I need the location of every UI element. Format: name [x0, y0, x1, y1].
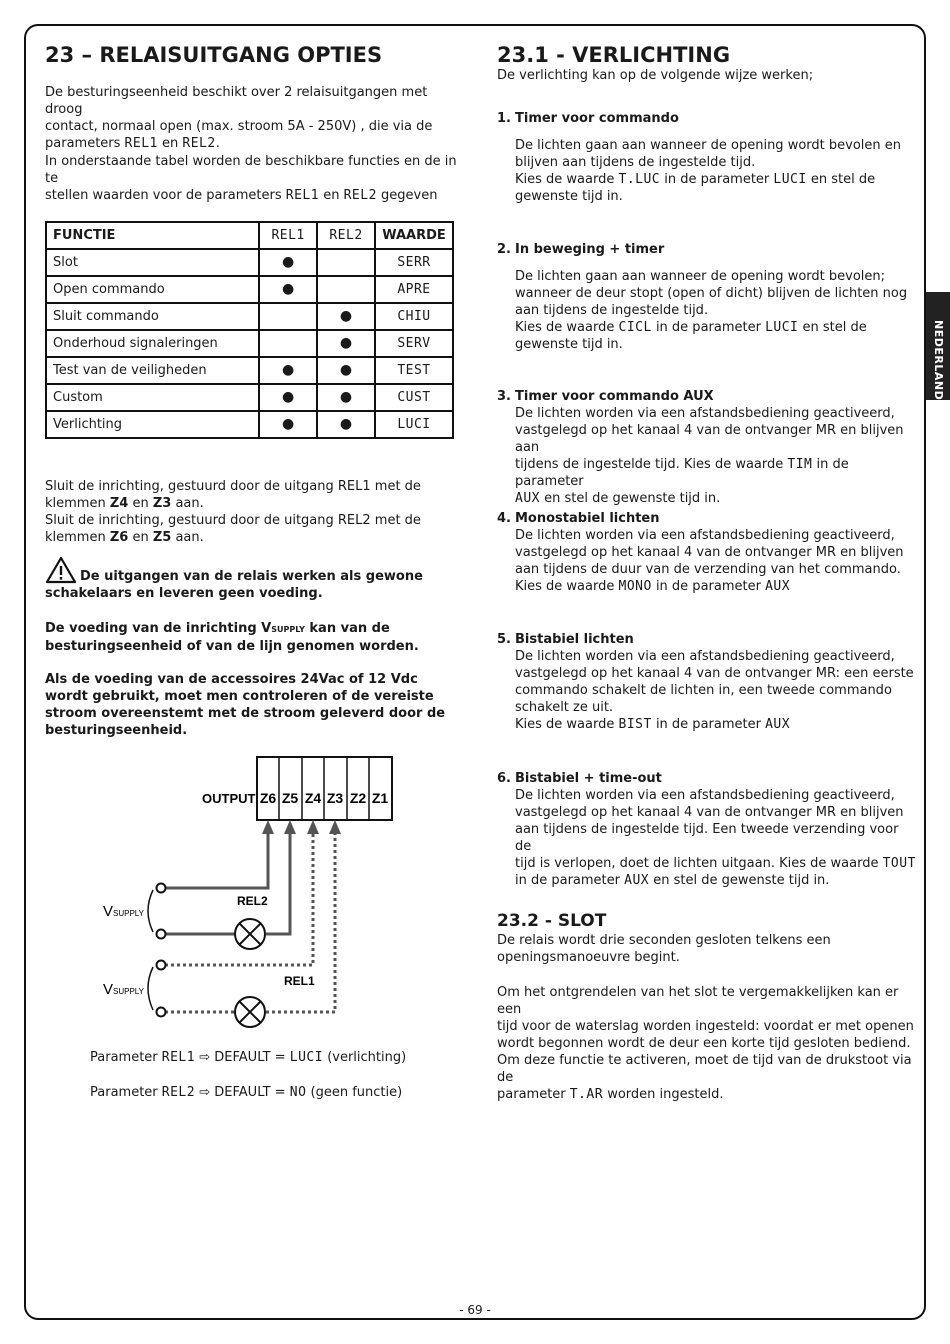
terminal-label: Z2 — [349, 790, 367, 806]
list-item — [497, 770, 917, 889]
header-functie: FUNCTIE — [46, 222, 259, 249]
text-line: Sluit de inrichting, gestuurd door de uitgang REL1 met de — [45, 479, 421, 494]
text-span: in de parameter — [651, 579, 766, 594]
text-span: klemmen — [45, 530, 110, 545]
arrow-right-icon: ⇨ — [199, 1050, 211, 1065]
text-line: stroom overeenstemt met de stroom geleverd door de — [45, 706, 446, 721]
subsection-intro: De verlichting kan op de volgende wijze werken; — [497, 68, 814, 83]
list-item-body — [497, 648, 917, 733]
text-line: openingsmanoeuvre begint. — [497, 950, 680, 965]
list-item-body — [497, 137, 917, 205]
list-title: Timer voor commando — [515, 111, 679, 126]
list-item-title — [497, 388, 917, 405]
param-value: LUCI — [289, 1050, 324, 1065]
terminal-z6: Z6 — [109, 530, 129, 545]
text-line: vastgelegd op het kanaal 4 van de ontvanger MR en blijven — [515, 805, 904, 820]
text-span: DEFAULT = — [210, 1085, 290, 1100]
arrow-icon — [262, 820, 274, 834]
param-value: TOUT — [882, 856, 916, 871]
wiring-diagram — [95, 750, 425, 1040]
cell-func: Onderhoud signaleringen — [46, 330, 259, 357]
text-line: wordt begonnen wordt de deur een korte tijd gesloten bediend. — [497, 1036, 911, 1051]
list-item-body — [497, 787, 917, 889]
list-item-body — [497, 405, 917, 507]
param-default-rel1 — [90, 1049, 470, 1066]
param-value: MONO — [618, 579, 652, 594]
terminal-dot — [157, 884, 166, 893]
table-row — [46, 411, 453, 438]
language-tab — [926, 292, 950, 409]
slot-title: 23.2 - SLOT — [497, 911, 607, 931]
text-line: De lichten gaan aan wanneer de opening wordt bevolen; — [515, 269, 885, 284]
terminal-z5: Z5 — [152, 530, 172, 545]
list-num: 1. — [497, 111, 511, 126]
text-span: parameters — [45, 136, 125, 151]
text-span: en — [128, 496, 153, 511]
text-span: en — [319, 188, 344, 203]
cell-func: Slot — [46, 249, 259, 276]
terminal-z4: Z4 — [109, 496, 129, 511]
accessories-note — [45, 671, 465, 739]
cell-rel2: ● — [317, 357, 375, 384]
param-name: LUCI — [773, 172, 807, 187]
list-item-body — [497, 527, 917, 595]
text-line: vastgelegd op het kanaal 4 van de ontvanger MR en blijven aan — [515, 423, 904, 455]
text-span: aan. — [171, 530, 204, 545]
text-line — [515, 855, 917, 872]
text-line: wordt gebruikt, moet men controleren of de vereiste — [45, 689, 434, 704]
text-line: schakelaars en leveren geen voeding. — [45, 586, 323, 601]
output-label: OUTPUT — [202, 791, 256, 806]
text-span: Parameter — [90, 1050, 162, 1065]
text-span: en — [157, 136, 183, 151]
intro-paragraph-1 — [45, 84, 465, 152]
text-line — [45, 495, 465, 512]
text-line: aan tijdens de ingestelde tijd. Een tweede verzending voor de — [515, 822, 899, 854]
table-row — [46, 249, 453, 276]
arrow-right-icon: ⇨ — [199, 1085, 211, 1100]
list-title: Bistabiel lichten — [515, 632, 634, 647]
list-num: 2. — [497, 242, 511, 257]
terminal-label: Z4 — [304, 790, 322, 806]
text-span: klemmen — [45, 496, 110, 511]
list-num: 6. — [497, 771, 511, 786]
text-span: en stel de gewenste tijd in. — [649, 873, 830, 888]
cell-val: APRE — [375, 276, 453, 303]
text-span: Kies de waarde — [515, 320, 619, 335]
list-item — [497, 110, 917, 205]
rel2-label: REL2 — [237, 894, 268, 908]
vsupply-label: VSUPPLY — [103, 903, 144, 920]
rel2-wire — [266, 832, 290, 934]
terminal-label: Z1 — [371, 790, 389, 806]
text-line: gewenste tijd in. — [515, 189, 623, 204]
list-item-title — [497, 110, 917, 127]
text-span: en stel de gewenste tijd in. — [539, 491, 721, 506]
text-span: DEFAULT = — [210, 1050, 290, 1065]
text-line — [515, 578, 917, 595]
text-line: De lichten worden via een afstandsbediening geactiveerd, — [515, 788, 895, 803]
subsection-title: 23.1 - VERLICHTING — [497, 43, 731, 67]
header-rel1: REL1 — [259, 222, 317, 249]
cell-rel2: ● — [317, 411, 375, 438]
cell-rel1: ● — [259, 249, 317, 276]
text-line: parameters REL1 en REL2. — [45, 136, 220, 151]
supply-note — [45, 620, 465, 655]
cell-func: Test van de veiligheden — [46, 357, 259, 384]
page-number: - 69 - — [459, 1303, 491, 1317]
cell-rel2 — [317, 276, 375, 303]
text-line: besturingseenheid of van de lijn genomen worden. — [45, 639, 419, 654]
param-value: NO — [289, 1085, 307, 1100]
text-span: Kies de waarde — [515, 172, 619, 187]
text-span: in de parameter — [651, 717, 766, 732]
cell-rel2: ● — [317, 384, 375, 411]
cell-rel1 — [259, 330, 317, 357]
cell-func: Open commando — [46, 276, 259, 303]
cell-rel1 — [259, 303, 317, 330]
text-span: Parameter — [90, 1085, 162, 1100]
language-tab-label: NEDERLANDS — [932, 320, 945, 409]
text-line — [515, 456, 917, 490]
param-name: REL2 — [161, 1085, 196, 1100]
list-num: 5. — [497, 632, 511, 647]
list-item-title — [497, 631, 917, 648]
cell-func: Sluit commando — [46, 303, 259, 330]
text-line: aan tijdens de duur van de verzending van het commando. — [515, 562, 901, 577]
text-span: in de parameter — [515, 873, 625, 888]
text-line: In onderstaande tabel worden de beschikbare functies en de in te — [45, 154, 457, 186]
text-line: wanneer de deur stopt (open of dicht) blijven de lichten nog — [515, 286, 908, 301]
text-line: tijd voor de waterslag worden ingesteld: voordat er met openen — [497, 1019, 914, 1034]
cell-val: SERR — [375, 249, 453, 276]
list-item — [497, 241, 917, 353]
table-row — [46, 276, 453, 303]
text-line — [515, 171, 917, 188]
text-span: in de parameter — [515, 457, 849, 489]
text-line — [515, 716, 917, 733]
text-line: De uitgangen van de relais werken als gewone — [80, 569, 423, 584]
terminal-z3: Z3 — [152, 496, 172, 511]
table-row — [46, 384, 453, 411]
text-span: De voeding van de inrichting V — [45, 621, 272, 636]
vsupply-label: VSUPPLY — [103, 981, 144, 998]
param-value: BIST — [618, 717, 652, 732]
text-line: Als de voeding van de accessoires 24Vac of 12 Vdc — [45, 672, 418, 687]
param-name: AUX — [765, 579, 791, 594]
text-span: tijd is verlopen, doet de lichten uitgaan. Kies de waarde — [515, 856, 883, 871]
text-line — [45, 620, 465, 638]
table-row — [46, 357, 453, 384]
cell-val: SERV — [375, 330, 453, 357]
text-span: en stel de — [806, 172, 876, 187]
text-line: blijven aan tijdens de ingestelde tijd. — [515, 155, 756, 170]
text-line: Om het ontgrendelen van het slot te vergemakkelijken kan er een — [497, 985, 899, 1017]
text-line: besturingseenheid. — [45, 723, 188, 738]
cell-func: Verlichting — [46, 411, 259, 438]
cell-rel2: ● — [317, 303, 375, 330]
text-span: gegeven — [376, 188, 438, 203]
warning-text — [45, 568, 465, 602]
cell-val: TEST — [375, 357, 453, 384]
text-line: De lichten worden via een afstandsbediening geactiveerd, — [515, 649, 895, 664]
param-name: AUX — [765, 717, 791, 732]
slot-paragraph-2 — [497, 984, 917, 1103]
list-title: Monostabiel lichten — [515, 511, 660, 526]
terminal-dot — [157, 1008, 166, 1017]
text-span: tijdens de ingestelde tijd. Kies de waarde — [515, 457, 788, 472]
list-item — [497, 388, 917, 507]
text-span: parameter — [497, 1087, 570, 1102]
text-line — [45, 187, 465, 204]
bracket — [148, 890, 153, 932]
text-span: aan. — [171, 496, 204, 511]
cell-rel1: ● — [259, 357, 317, 384]
cell-rel1: ● — [259, 276, 317, 303]
text-line — [515, 319, 917, 336]
text-span: Kies de waarde — [515, 579, 619, 594]
arrow-icon — [307, 820, 319, 834]
text-line: De besturingseenheid beschikt over 2 relaisuitgangen met droog — [45, 85, 428, 117]
text-span: (geen functie) — [306, 1085, 403, 1100]
text-span: en stel de — [798, 320, 867, 335]
param-name: AUX — [624, 873, 650, 888]
list-title: Timer voor commando AUX — [515, 389, 714, 404]
text-line — [515, 872, 917, 889]
functions-table — [45, 221, 454, 439]
cell-rel1: ● — [259, 411, 317, 438]
table-row — [46, 330, 453, 357]
terminal-dot — [157, 930, 166, 939]
cell-rel2: ● — [317, 330, 375, 357]
param-rel2: REL2 — [182, 136, 216, 151]
text-line: Om deze functie te activeren, moet de tijd van de drukstoot via de — [497, 1053, 912, 1085]
text-line: De lichten gaan aan wanneer de opening wordt bevolen en — [515, 138, 901, 153]
section-title: 23 – RELAISUITGANG OPTIES — [45, 43, 383, 67]
param-rel1: REL1 — [124, 136, 158, 151]
header-waarde: WAARDE — [375, 222, 453, 249]
text-span: worden ingesteld. — [603, 1087, 724, 1102]
supply-subscript: SUPPLY — [271, 625, 305, 634]
param-rel2: REL2 — [343, 188, 377, 203]
text-line: vastgelegd op het kanaal 4 van de ontvanger MR: een eerste — [515, 666, 914, 681]
text-span: in de parameter — [660, 172, 774, 187]
param-name: LUCI — [765, 320, 799, 335]
text-span: stellen waarden voor de parameters — [45, 188, 286, 203]
cell-rel2 — [317, 249, 375, 276]
param-name: T.AR — [569, 1087, 604, 1102]
list-num: 4. — [497, 511, 511, 526]
param-default-rel2 — [90, 1084, 470, 1101]
param-rel1: REL1 — [285, 188, 320, 203]
slot-paragraph-1 — [497, 932, 917, 966]
text-line: gewenste tijd in. — [515, 337, 623, 352]
text-line — [515, 490, 917, 507]
bracket — [148, 967, 153, 1010]
param-name: REL1 — [161, 1050, 196, 1065]
text-span: kan van de — [304, 621, 390, 636]
text-span: en — [128, 530, 153, 545]
rel2-wire — [165, 832, 268, 888]
text-line: contact, normaal open (max. stroom 5A - 250V) , die via de — [45, 119, 433, 134]
cell-rel1: ● — [259, 384, 317, 411]
list-num: 3. — [497, 389, 511, 404]
text-line: De relais wordt drie seconden gesloten telkens een — [497, 933, 831, 948]
table-header-row — [46, 222, 453, 249]
terminal-label: Z5 — [281, 790, 299, 806]
list-item-title — [497, 510, 917, 527]
list-item — [497, 631, 917, 733]
terminal-label: Z3 — [326, 790, 344, 806]
list-item-title — [497, 241, 917, 258]
param-value: T.LUC — [618, 172, 661, 187]
text-line: commando schakelt de lichten in, een tweede commando — [515, 683, 892, 698]
terminal-label: Z6 — [259, 790, 277, 806]
intro-paragraph-2 — [45, 153, 465, 204]
list-item-title — [497, 770, 917, 787]
list-item — [497, 510, 917, 595]
terminal-dot — [157, 961, 166, 970]
text-span: in de parameter — [651, 320, 766, 335]
list-title: Bistabiel + time-out — [515, 771, 662, 786]
table-row — [46, 303, 453, 330]
arrow-icon — [329, 820, 341, 834]
text-line — [45, 529, 465, 546]
text-line: De lichten worden via een afstandsbediening geactiveerd, — [515, 528, 895, 543]
text-line: aan tijdens de ingestelde tijd. — [515, 303, 709, 318]
text-line: De lichten worden via een afstandsbediening geactiveerd, — [515, 406, 895, 421]
list-title: In beweging + timer — [515, 242, 665, 257]
cell-val: CUST — [375, 384, 453, 411]
param-value: TIM — [787, 457, 813, 472]
text-span: Kies de waarde — [515, 717, 619, 732]
param-value: CICL — [618, 320, 652, 335]
list-item-body — [497, 268, 917, 353]
text-span: (verlichting) — [323, 1050, 407, 1065]
header-rel2: REL2 — [317, 222, 375, 249]
rel1-label: REL1 — [284, 974, 315, 988]
cell-val: CHIU — [375, 303, 453, 330]
text-line: schakelt ze uit. — [515, 700, 614, 715]
cell-func: Custom — [46, 384, 259, 411]
arrow-icon — [284, 820, 296, 834]
cell-val: LUCI — [375, 411, 453, 438]
text-line: vastgelegd op het kanaal 4 van de ontvanger MR en blijven — [515, 545, 904, 560]
text-line: Sluit de inrichting, gestuurd door de uitgang REL2 met de — [45, 513, 421, 528]
param-name: AUX — [515, 491, 540, 506]
connection-text — [45, 478, 465, 546]
text-line — [497, 1086, 917, 1103]
